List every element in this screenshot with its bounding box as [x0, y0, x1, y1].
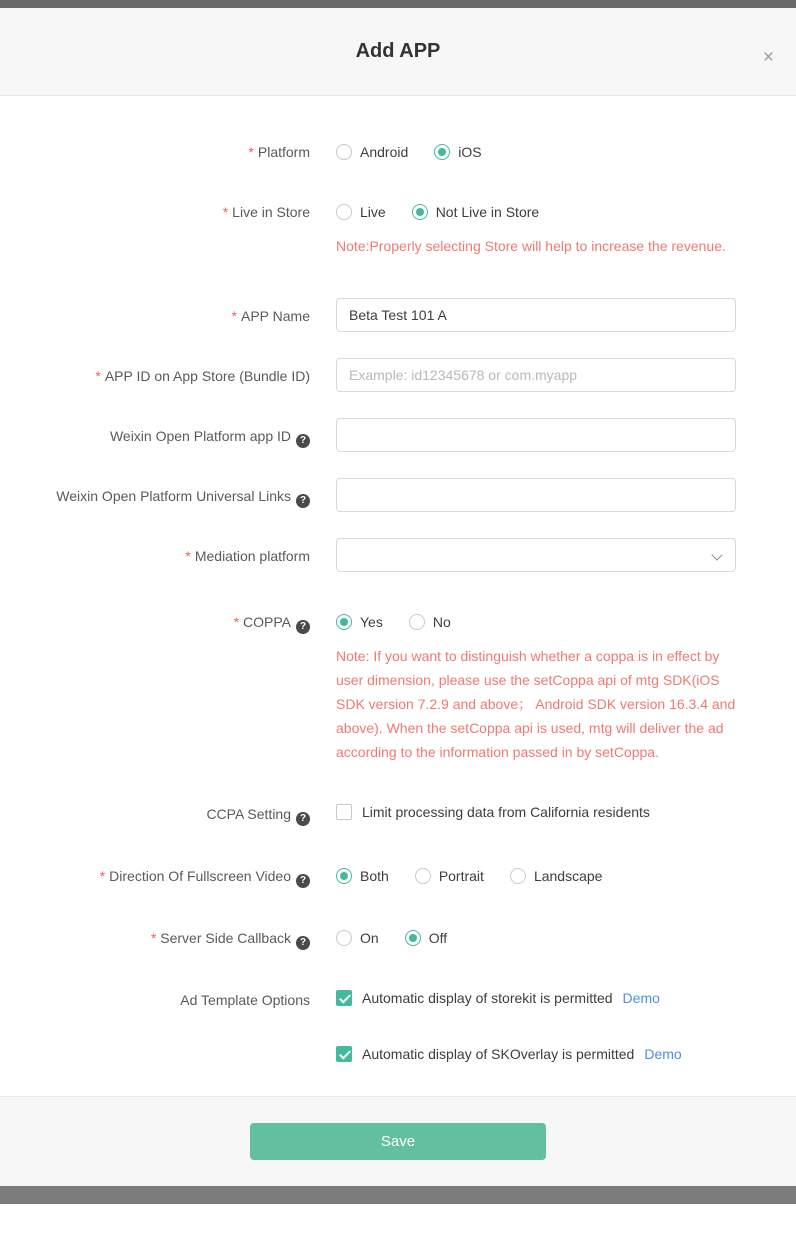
direction-option-portrait-label: Portrait	[438, 868, 484, 884]
coppa-note: Note: If you want to distinguish whether a coppa is in effect by user dimension, please use the setCoppa api of mtg SDK(iOS SDK version 7.2.9 and above； Android SDK version 16.3.4 and above). When the setCoppa api is used, mtg will deliver the ad according to the information passed in by setCoppa.	[336, 648, 736, 760]
live-in-store-label	[0, 202, 310, 222]
live-in-store-note: Note:Properly selecting Store will help to increase the revenue.	[336, 238, 726, 254]
app-name-input[interactable]	[336, 298, 736, 332]
app-name-label-text: APP Name	[241, 308, 310, 324]
weixin-universal-links-label-text: Weixin Open Platform Universal Links	[56, 488, 291, 504]
required-mark: *	[185, 548, 191, 564]
question-icon[interactable]: ?	[296, 434, 310, 448]
platform-option-ios[interactable]	[434, 144, 481, 160]
close-icon[interactable]: ×	[762, 47, 774, 68]
live-option-live[interactable]	[336, 204, 386, 220]
weixin-app-id-input[interactable]	[336, 418, 736, 452]
radio-unchecked-icon	[510, 868, 526, 884]
coppa-option-no[interactable]	[409, 614, 451, 630]
radio-unchecked-icon	[415, 868, 431, 884]
question-icon[interactable]: ?	[296, 494, 310, 508]
server-callback-radio-group	[336, 928, 796, 948]
direction-option-landscape[interactable]	[510, 868, 603, 884]
question-icon[interactable]: ?	[296, 620, 310, 634]
platform-label	[0, 142, 310, 162]
chevron-down-icon	[711, 549, 722, 560]
platform-option-android[interactable]	[336, 144, 408, 160]
callback-option-off[interactable]	[405, 930, 447, 946]
weixin-app-id-label-text: Weixin Open Platform app ID	[109, 428, 291, 444]
radio-unchecked-icon	[409, 614, 425, 630]
question-icon[interactable]: ?	[296, 874, 310, 888]
storekit-demo-link[interactable]: Demo	[622, 990, 660, 1006]
coppa-option-no-label: No	[432, 614, 451, 630]
radio-unchecked-icon	[336, 144, 352, 160]
ccpa-label-text: CCPA Setting	[206, 806, 291, 822]
page-title: Add APP	[355, 40, 441, 62]
storekit-checkbox-label: Automatic display of storekit is permitted	[362, 990, 613, 1006]
form-row-app-name	[0, 298, 796, 332]
weixin-app-id-label	[0, 418, 310, 448]
app-id-label-text: APP ID on App Store (Bundle ID)	[104, 368, 310, 384]
skoverlay-checkbox-row	[336, 1046, 796, 1062]
fullscreen-direction-label	[0, 866, 310, 888]
coppa-option-yes-label: Yes	[360, 614, 383, 630]
direction-option-portrait[interactable]	[415, 868, 484, 884]
form-row-coppa	[0, 612, 796, 764]
coppa-radio-group	[336, 612, 796, 632]
live-in-store-radio-group	[336, 202, 796, 222]
weixin-universal-links-label	[0, 478, 310, 508]
question-icon[interactable]: ?	[296, 812, 310, 826]
required-mark: *	[99, 868, 106, 884]
save-button[interactable]: Save	[250, 1123, 546, 1160]
coppa-option-yes[interactable]	[336, 614, 383, 630]
required-mark: *	[150, 930, 157, 946]
platform-label-text: Platform	[257, 144, 310, 160]
radio-checked-icon	[405, 930, 421, 946]
form-row-server-callback	[0, 928, 796, 950]
mediation-platform-select[interactable]	[336, 538, 736, 572]
radio-unchecked-icon	[336, 930, 352, 946]
skoverlay-demo-link[interactable]: Demo	[644, 1046, 682, 1062]
callback-option-off-label: Off	[428, 930, 448, 946]
form-row-app-id	[0, 358, 796, 392]
direction-option-both-label: Both	[360, 868, 389, 884]
callback-option-on[interactable]	[336, 930, 379, 946]
form-row-fullscreen-direction	[0, 866, 796, 888]
required-mark: *	[231, 308, 237, 324]
radio-checked-icon	[336, 614, 352, 630]
mediation-platform-label-text: Mediation platform	[194, 548, 310, 564]
form-row-weixin-app-id	[0, 418, 796, 452]
live-option-not-live[interactable]	[412, 204, 540, 220]
page-background-top	[0, 0, 796, 8]
checkbox-unchecked-icon[interactable]	[336, 804, 352, 820]
skoverlay-checkbox-label: Automatic display of SKOverlay is permitted	[362, 1046, 635, 1062]
ccpa-label	[0, 804, 310, 826]
required-mark: *	[248, 144, 254, 160]
platform-radio-group	[336, 142, 796, 162]
form-row-mediation-platform	[0, 538, 796, 572]
app-id-input[interactable]	[336, 358, 736, 392]
modal-footer	[0, 1096, 796, 1186]
live-option-live-label: Live	[360, 204, 386, 220]
checkbox-checked-icon[interactable]	[336, 990, 352, 1006]
callback-option-on-label: On	[360, 930, 379, 946]
server-callback-label	[0, 928, 310, 950]
form-row-ad-template-options	[0, 990, 796, 1062]
form-row-live-in-store	[0, 202, 796, 258]
add-app-form	[0, 96, 796, 1096]
radio-checked-icon	[336, 868, 352, 884]
coppa-label-text: COPPA	[243, 614, 291, 630]
live-in-store-label-text: Live in Store	[232, 204, 310, 220]
fullscreen-direction-radio-group	[336, 866, 796, 886]
required-mark: *	[233, 614, 240, 630]
form-row-ccpa	[0, 804, 796, 826]
modal-header	[0, 8, 796, 96]
ad-template-options-label	[0, 990, 310, 1010]
page-background-bottom	[0, 1186, 796, 1204]
radio-unchecked-icon	[336, 204, 352, 220]
app-name-label	[0, 298, 310, 326]
app-id-label	[0, 358, 310, 386]
platform-option-android-label: Android	[360, 144, 409, 160]
platform-option-ios-label: iOS	[458, 144, 482, 160]
question-icon[interactable]: ?	[296, 936, 310, 950]
live-option-not-live-label: Not Live in Store	[435, 204, 540, 220]
required-mark: *	[95, 368, 101, 384]
coppa-label	[0, 612, 310, 634]
ad-template-options-label-text: Ad Template Options	[180, 992, 310, 1008]
direction-option-landscape-label: Landscape	[533, 868, 603, 884]
ccpa-checkbox-row	[336, 804, 796, 820]
mediation-platform-label	[0, 538, 310, 566]
form-row-weixin-universal-links	[0, 478, 796, 512]
required-mark: *	[222, 204, 229, 220]
fullscreen-direction-label-text: Direction Of Fullscreen Video	[109, 868, 291, 884]
ccpa-checkbox-label: Limit processing data from California residents	[362, 804, 650, 820]
radio-checked-icon	[434, 144, 450, 160]
form-row-platform	[0, 142, 796, 162]
storekit-checkbox-row	[336, 990, 796, 1006]
radio-checked-icon	[412, 204, 428, 220]
weixin-universal-links-input[interactable]	[336, 478, 736, 512]
server-callback-label-text: Server Side Callback	[160, 930, 291, 946]
direction-option-both[interactable]	[336, 868, 389, 884]
checkbox-checked-icon[interactable]	[336, 1046, 352, 1062]
